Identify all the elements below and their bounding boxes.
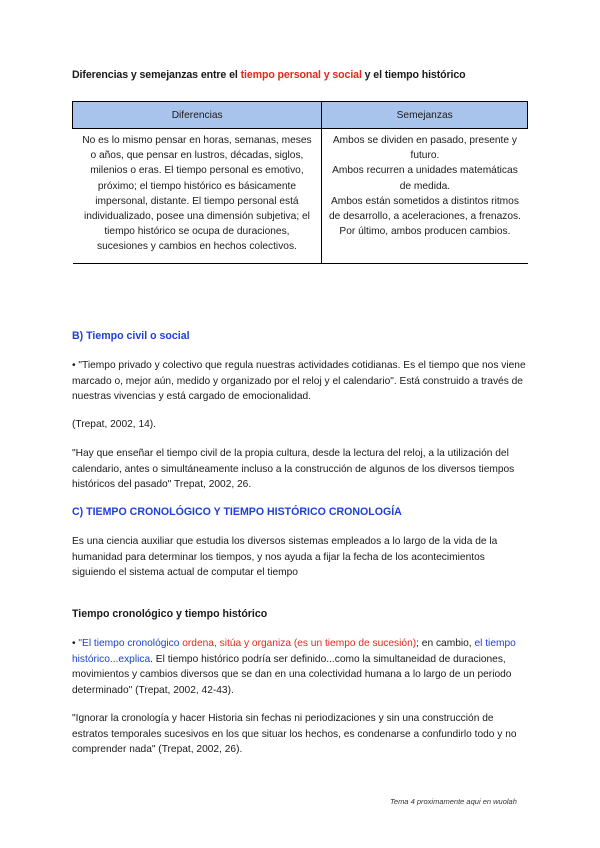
table-header-row	[73, 102, 528, 129]
header-similarities: Semejanzas	[322, 102, 528, 129]
historical-time-phrase: el tiempo histórico...explica	[72, 638, 516, 665]
heading-part-3: y el tiempo histórico	[361, 69, 466, 81]
bullet: •	[72, 638, 79, 649]
paragraph-text: . El tiempo histórico podría ser definido...como la simultaneidad de duraciones, movimientos y cambios diversos que se dan en una colectividad humana a lo largo de un periodo determinado" (Trepat, 2002, 42-43).	[72, 653, 512, 696]
heading-part-1: Diferencias y semejanzas entre el	[72, 69, 241, 81]
similarity-item: Ambos están sometidos a distintos ritmos de desarrollo, a aceleraciones, a frenazos.	[328, 195, 521, 223]
chronological-time-phrase: "El tiempo cronológico	[78, 638, 180, 649]
similarity-item: Ambos recurren a unidades matemáticas de medida.	[332, 165, 518, 192]
section-b-citation: (Trepat, 2002, 14).	[72, 419, 156, 430]
comparison-table	[72, 101, 528, 264]
differences-cell: No es lo mismo pensar en horas, semanas, meses o años, que pensar en lustros, décadas, siglos, milenios o eras. El tiempo personal es emotivo, próximo; el tiempo histórico es básicamente impersonal, distante. El tiempo personal está individualizado, posee una dimensión subjetiva; el tiempo histórico se ocupa de duraciones, sucesiones y cambios en hechos colectivos.	[73, 129, 322, 264]
comparison-heading	[72, 69, 532, 81]
footer-note: Tema 4 proximamente aqui en wuolah	[390, 797, 517, 806]
similarity-item: Ambos se dividen en pasado, presente y futuro.	[332, 135, 517, 162]
section-c-title: C) TIEMPO CRONOLÓGICO Y TIEMPO HISTÓRICO CRONOLOGÍA	[72, 506, 402, 518]
heading-highlight: tiempo personal y social	[240, 69, 362, 81]
section-b-quote-2: "Hay que enseñar el tiempo civil de la propia cultura, desde la lectura del reloj, a la utilización del calendario, antes o simultáneamente incluso a la construcción de algunos de los diversos tiempos históricos del pasado" Trepat, 2002, 26.	[72, 448, 515, 491]
table-row	[73, 129, 528, 264]
similarities-cell	[322, 129, 528, 264]
section-b-quote-1: • "Tiempo privado y colectivo que regula nuestras actividades cotidianas. Es el tiempo que nos viene marcado o, mejor aún, medido y organizado por el reloj y el calendario". Está construido a través de nuestras vivencias y está cargado de emocionalidad.	[72, 360, 526, 403]
section-c-body: Es una ciencia auxiliar que estudia los diversos sistemas empleados a lo largo de la vida de la humanidad para determinar los tiempos, y nos ayuda a fijar la fecha de los acontecimientos siguiendo el sistema actual de computar el tiempo	[72, 536, 498, 579]
similarity-item: Por último, ambos producen cambios.	[339, 226, 511, 238]
section-d-paragraph-2: "Ignorar la cronología y hacer Historia sin fechas ni periodizaciones y sin una construcción de estratos temporales sucesivos en los que situar los hechos, es condenarse a confundirlo todo y no comprender nada" (Trepat, 2002, 26).	[72, 713, 517, 756]
chronological-time-definition: ordena, sitúa y organiza (es un tiempo de sucesión)	[179, 638, 417, 649]
paragraph-text: ; en cambio,	[416, 638, 475, 649]
header-differences: Diferencias	[73, 102, 322, 129]
section-b-title: B) Tiempo civil o social	[72, 330, 190, 342]
section-d-title: Tiempo cronológico y tiempo histórico	[72, 608, 268, 620]
section-d-paragraph-1	[72, 636, 530, 698]
